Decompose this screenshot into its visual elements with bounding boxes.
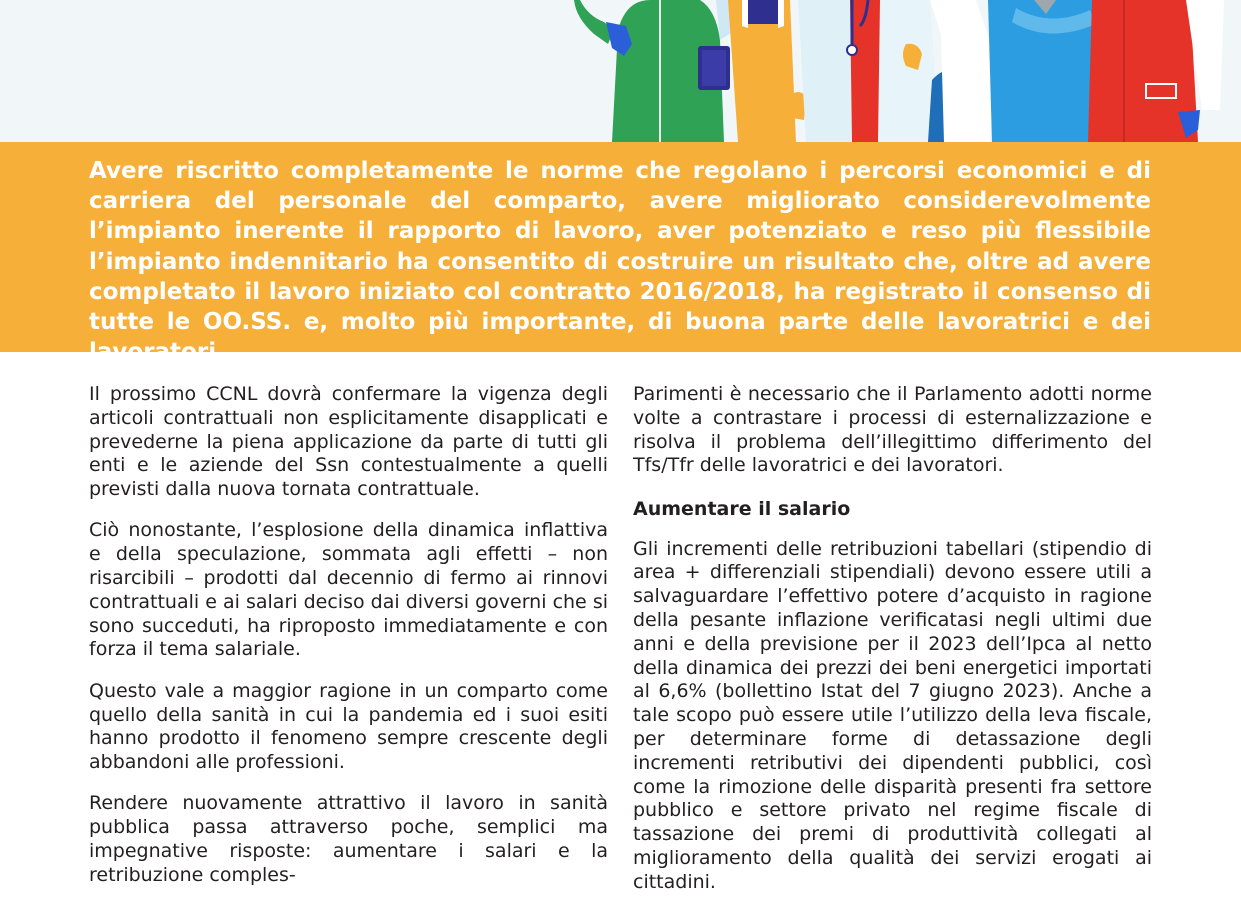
left-column	[89, 383, 608, 905]
paragraph-attractive-work: Rendere nuovamente attrattivo il lavoro in sanità pubblica passa attraverso poche, semplici ma impegnative risposte: aumentare i salari e la retribuzione comples-	[89, 792, 608, 886]
paragraph-ccnl: Il prossimo CCNL dovrà confermare la vigenza degli articoli contrattuali non esplicitamente disapplicati e prevederne la piena applicazione da parte di tutti gli enti e le aziende del Ssn contestualmente a quelli previsti dalla nuova tornata contrattuale.	[89, 383, 608, 501]
green-figure-arm	[574, 0, 614, 44]
banner-quote: Avere riscritto completamente le norme che regolano i percorsi economici e di carriera del personale del comparto, avere migliorato considerevolmente l’impianto inerente il rapporto di lavoro, aver potenziato e reso più flessibile l’impianto indennitario ha consentito di costruire un risultato che, oltre ad avere completato il lavoro iniziato col contratto 2016/2018, ha registrato il consenso di tutte le OO.SS. e, molto più importante, di buona parte delle lavoratrici e dei lavoratori.	[89, 158, 1151, 366]
section-heading: Aumentare il salario	[633, 497, 851, 520]
paragraph-healthcare: Questo vale a maggior ragione in un comparto come quello della sanità in cui la pandemia ed i suoi esiti hanno prodotto il fenomeno sempre crescente degli abbandoni alle professioni.	[89, 679, 608, 774]
paragraph-salary: Gli incrementi delle retribuzioni tabellari (stipendio di area + differenziali stipendiali) devono essere utili a salvaguardare l’effettivo potere d’acquisto in ragione della pesante inflazione verificatasi negli ultimi due anni e della previsione per il 2023 dell’Ipca al netto della dinamica dei prezzi dei beni energetici importati al 6,6% (bollettino Istat del 7 giugno 2023). Anche a tale scopo può essere utile l’utilizzo della leva fiscale, per determinare forme di detassazione degli incrementi retributivi dei dipendenti pubblici, così come la rimozione delle disparità presenti fra settore pubblico e settore privato nel regime fiscale di tassazione dei premi di produttività collegati al miglioramento della qualità dei servizi erogati ai cittadini.	[633, 537, 1152, 893]
right-column	[633, 383, 1152, 912]
healthcare-workers-illustration	[0, 0, 1241, 142]
paragraph-parliament: Parimenti è necessario che il Parlamento adotti norme volte a contrastare i processi di esternalizzazione e risolva il problema dell’illegittimo differimento del Tfs/Tfr delle lavoratrici e dei lavoratori.	[633, 383, 1152, 477]
hero-illustration-area	[0, 0, 1241, 142]
white-coat-figure	[798, 0, 858, 142]
paragraph-inflation: Ciò nonostante, l’esplosione della dinamica inflattiva e della speculazione, sommata agli effetti – non risarcibili – prodotti dal decennio di fermo ai rinnovi contrattuali e ai salari deciso dai diversi governi che si sono succeduti, ha riproposto immediatamente e con forza il tema salariale.	[89, 519, 608, 661]
